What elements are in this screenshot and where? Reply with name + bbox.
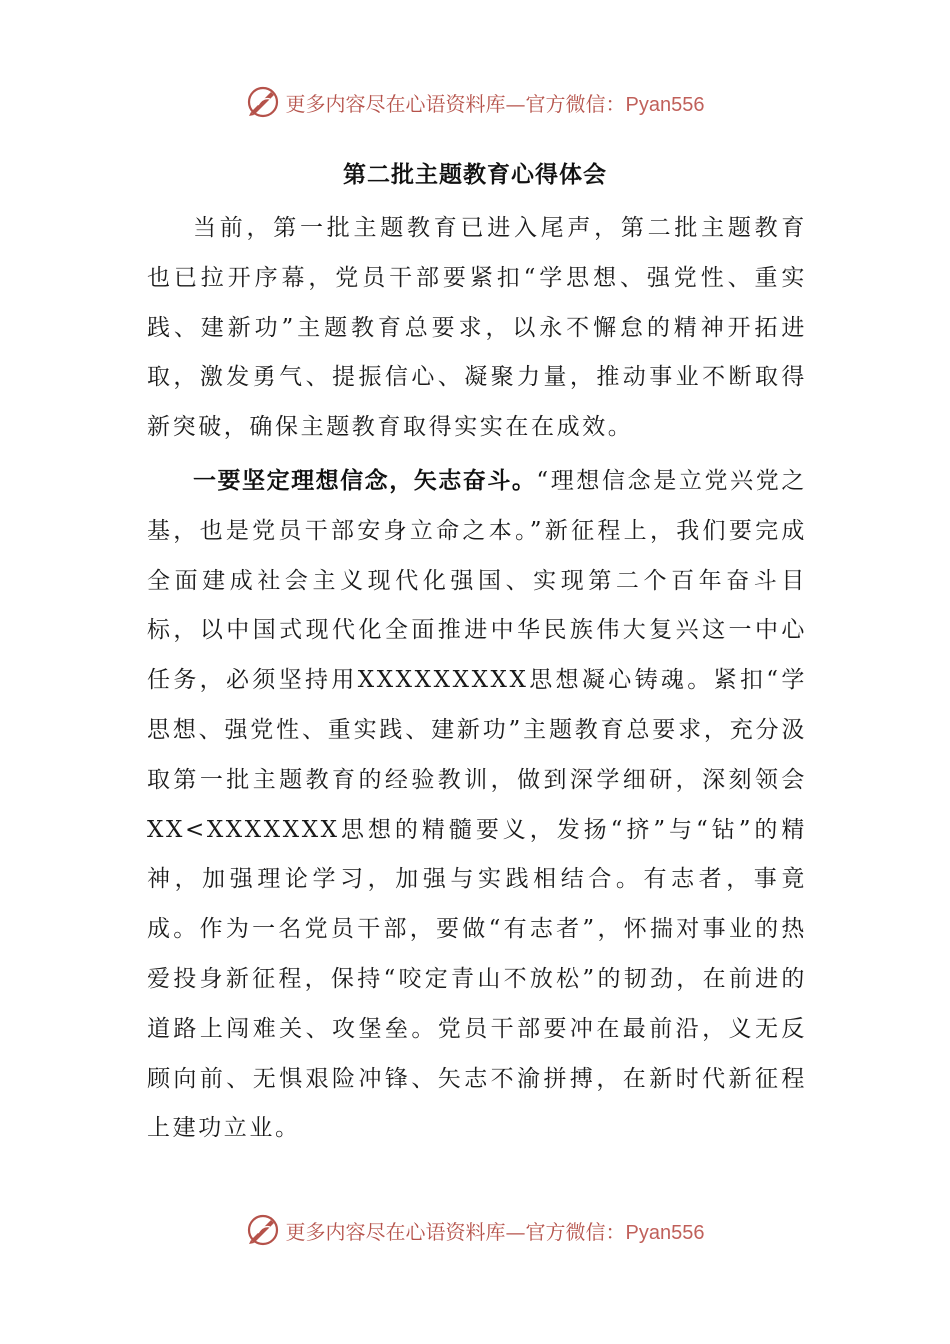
paragraph-1	[147, 204, 807, 453]
pen-logo-icon	[246, 1213, 280, 1247]
pen-logo-icon	[246, 85, 280, 119]
paragraph-2-text: “理想信念是立党兴党之基，也是党员干部安身立命之本。”新征程上，我们要完成全面建成社会主义现代化强国、实现第二个百年奋斗目标，以中国式现代化全面推进中华民族伟大复兴这一中心任务，必须坚持用XXXXXXXXX思想凝心铸魂。紧扣“学思想、强党性、重实践、建新功”主题教育总要求，充分汲取第一批主题教育的经验教训，做到深学细研，深刻领会XX<XXXXXXX思想的精髓要义，发扬“挤”与“钻”的精神，加强理论学习，加强与实践相结合。有志者，事竟成。作为一名党员干部，要做“有志者”，怀揣对事业的热爱投身新征程，保持“咬定青山不放松”的韧劲，在前进的道路上闯难关、攻堡垒。党员干部要冲在最前沿，义无反顾向前、无惧艰险冲锋、矢志不渝拼搏，在新时代新征程上建功立业。	[147, 467, 808, 1142]
document-title: 第二批主题教育心得体会	[343, 161, 607, 188]
watermark-text: 更多内容尽在心语资料库—官方微信：Pyan556	[285, 1219, 705, 1244]
paragraph-2-lead: 一要坚定理想信念，矢志奋斗。	[193, 466, 537, 494]
watermark-handle: Pyan556	[625, 1221, 705, 1244]
watermark-text: 更多内容尽在心语资料库—官方微信：Pyan556	[285, 91, 705, 116]
watermark-handle: Pyan556	[625, 93, 705, 116]
footer-watermark	[0, 1208, 950, 1252]
paragraph-1-text: 当前，第一批主题教育已进入尾声，第二批主题教育也已拉开序幕，党员干部要紧扣“学思想、强党性、重实践、建新功”主题教育总要求，以永不懈怠的精神开拓进取，激发勇气、提振信心、凝聚力量，推动事业不断取得新突破，确保主题教育取得实实在在成效。	[147, 215, 807, 441]
document-body	[147, 204, 807, 1154]
header-watermark	[0, 80, 950, 124]
paragraph-2	[147, 456, 807, 1154]
